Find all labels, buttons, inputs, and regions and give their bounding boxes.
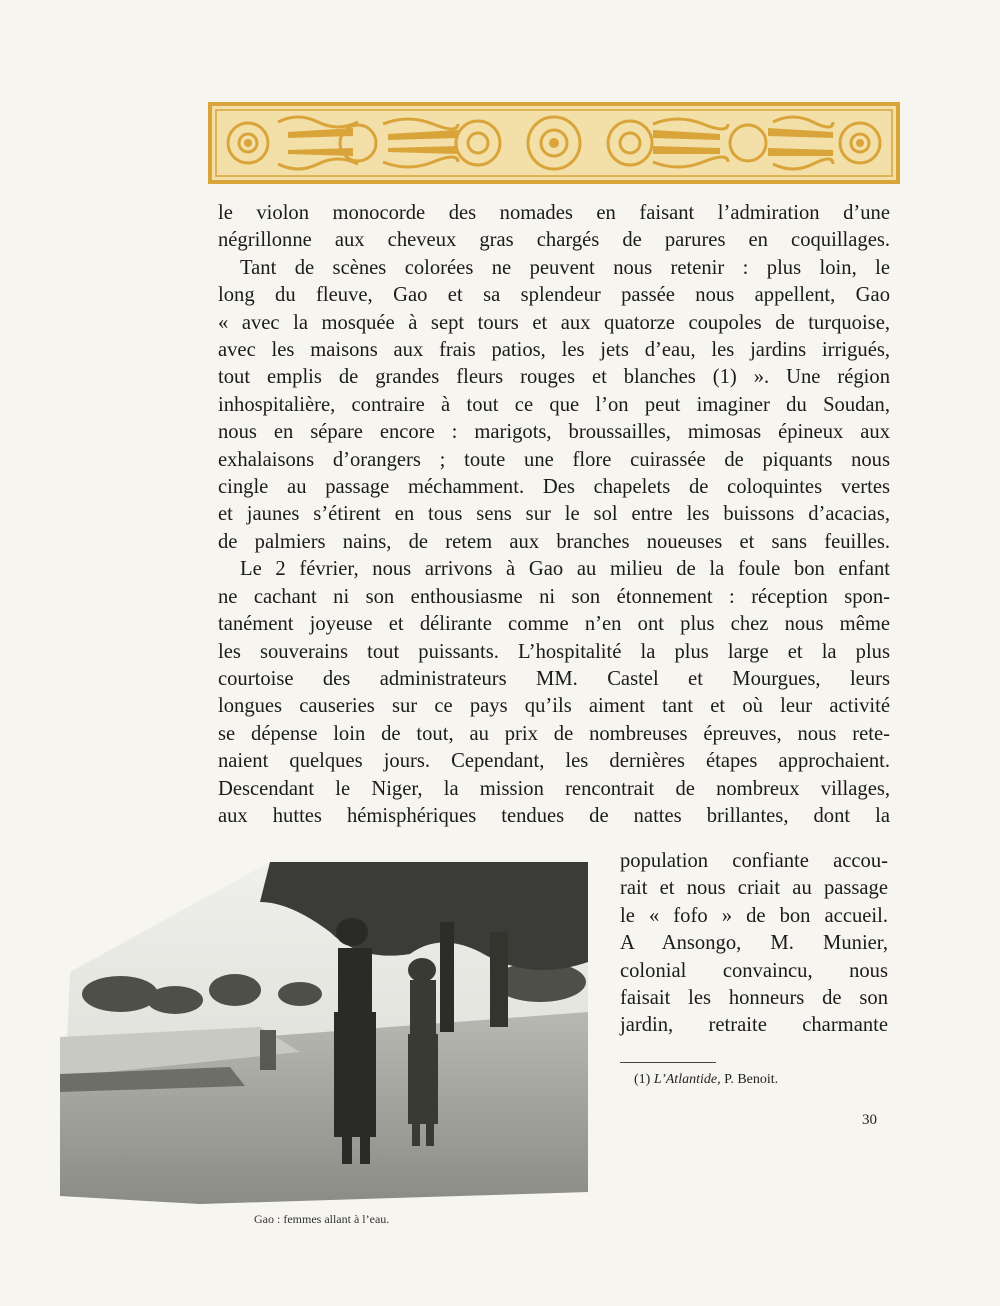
text-line: se dépense loin de tout, au prix de nombreuses épreuves, nous rete-	[218, 722, 890, 745]
photograph-women-carrying-water	[60, 862, 588, 1204]
text-line: et jaunes s’étirent en tous sens sur le sol entre les buissons d’acacias,	[218, 503, 890, 526]
text-line: exhalaisons d’orangers ; toute une flore cuirassée de piquants nous	[218, 448, 890, 471]
text-line: « avec la mosquée à sept tours et aux quatorze coupoles de turquoise,	[218, 311, 890, 334]
text-line: cingle au passage méchamment. Des chapelets de coloquintes vertes	[218, 476, 890, 499]
text-line: nous en sépare encore : marigots, broussailles, mimosas épineux aux	[218, 421, 890, 444]
text-line: Le 2 février, nous arrivons à Gao au milieu de la foule bon enfant	[240, 558, 890, 581]
text-line: tout emplis de grandes fleurs rouges et blanches (1) ». Une région	[218, 366, 890, 389]
main-body-text	[218, 200, 890, 830]
text-line: faisait les honneurs de son	[620, 987, 888, 1010]
footnote	[634, 1072, 778, 1088]
footnote-rule	[620, 1062, 716, 1063]
text-line: avec les maisons aux frais patios, les jets d’eau, les jardins irrigués,	[218, 339, 890, 362]
ornamental-header-band	[208, 102, 900, 184]
photo-caption: Gao : femmes allant à l’eau.	[254, 1212, 390, 1226]
text-line: courtoise des administrateurs MM. Castel et Mourgues, leurs	[218, 667, 890, 690]
text-line: long du fleuve, Gao et sa splendeur passée nous appellent, Gao	[218, 284, 890, 307]
page-number: 30	[862, 1112, 877, 1128]
text-line: inhospitalière, contraire à tout ce que l’on peut imaginer du Soudan,	[218, 393, 890, 416]
text-line: le « fofo » de bon accueil.	[620, 904, 888, 927]
text-line: Descendant le Niger, la mission rencontrait de nombreux villages,	[218, 777, 890, 800]
text-line: le violon monocorde des nomades en faisant l’admiration d’une	[218, 202, 890, 224]
text-line: A Ansongo, M. Munier,	[620, 932, 888, 955]
footnote-author: P. Benoit.	[724, 1072, 779, 1087]
text-line: population confiante accou-	[620, 850, 888, 872]
text-line: de palmiers nains, de retem aux branches noueuses et sans feuilles.	[218, 530, 890, 553]
text-line: les souverains tout puissants. L’hospitalité la plus large et la plus	[218, 640, 890, 663]
text-line: Tant de scènes colorées ne peuvent nous retenir : plus loin, le	[240, 256, 890, 279]
text-line: négrillonne aux cheveux gras chargés de parures en coquillages.	[218, 229, 890, 252]
text-line: ne cachant ni son enthousiasme ni son étonnement : réception spon-	[218, 585, 890, 608]
footnote-title: L’Atlantide,	[653, 1072, 721, 1087]
text-line: aux huttes hémisphériques tendues de nattes brillantes, dont la	[218, 804, 890, 827]
text-line: jardin, retraite charmante	[620, 1014, 888, 1037]
side-column-text	[620, 848, 888, 1040]
text-line: tanément joyeuse et délirante comme n’en ont plus chez nous même	[218, 613, 890, 636]
footnote-marker: (1)	[634, 1072, 651, 1087]
text-line: longues causeries sur ce pays qu’ils aiment tant et où leur activité	[218, 695, 890, 718]
text-line: rait et nous criait au passage	[620, 877, 888, 900]
text-line: colonial convaincu, nous	[620, 959, 888, 982]
text-line: naient quelques jours. Cependant, les dernières étapes approchaient.	[218, 750, 890, 773]
